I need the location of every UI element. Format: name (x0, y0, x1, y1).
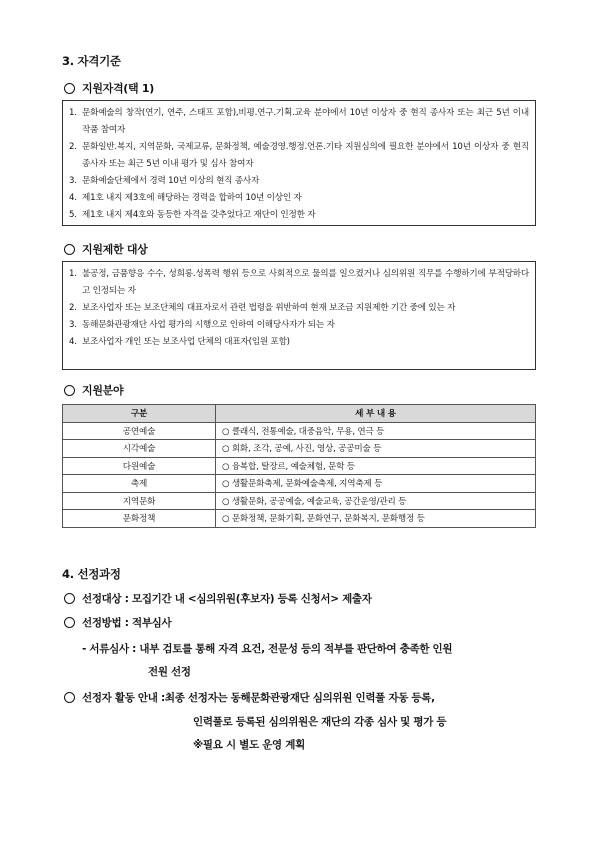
category-cell: 지역문화 (63, 492, 216, 510)
item-text: 불공정, 금품향응 수수, 성희롱.성폭력 행위 등으로 사회적으로 물의를 일으켰거나 심의위원 직무를 수행하기에 부적당하다고 인정되는 자 (82, 269, 529, 296)
table-row (63, 475, 536, 493)
category-cell: 공연예술 (63, 422, 216, 440)
selection-method-text: 선정방법 : 적부심사 (82, 617, 172, 629)
qualification-item (69, 190, 529, 207)
qualification-item (69, 173, 529, 190)
item-text: 보조사업자 또는 보조단체의 대표자로서 관련 법령을 위반하여 현재 보조금 지원제한 기간 중에 있는 자 (82, 303, 456, 313)
circle-bullet-icon (64, 83, 75, 94)
restriction-item (69, 317, 529, 334)
item-text: 제1호 내지 제4호와 동등한 자격을 갖추었다고 재단이 인정한 자 (82, 210, 316, 220)
table-row (63, 457, 536, 475)
restriction-heading-text: 지원제한 대상 (82, 243, 148, 256)
qualification-box (62, 100, 536, 226)
table-row (63, 422, 536, 440)
item-text: 제1호 내지 제3호에 해당하는 경력을 합하여 10년 이상인 자 (82, 193, 302, 203)
qualification-item (69, 139, 529, 173)
detail-cell: ○ 융복합, 탈장르, 예술체험, 문학 등 (216, 457, 536, 475)
item-number: 3. (69, 176, 77, 186)
item-text: 문화일반.복지, 지역문화, 국제교류, 문화정책, 예술경영.행정.언론.기타 지원심의에 필요한 분야에서 10년 이상자 중 현직 종사자 또는 최근 5년 이내 평가 및 심사 참여자 (82, 142, 529, 169)
item-number: 1. (69, 269, 77, 279)
activity-guide-note: ※필요 시 별도 운영 계획 (193, 739, 305, 751)
qualification-item (69, 105, 529, 139)
section-3-title: 3. 자격기준 (62, 54, 121, 68)
item-number: 4. (69, 193, 77, 203)
qualification-item (69, 207, 529, 224)
activity-guide (64, 690, 435, 705)
detail-cell: ○ 생활문화축제, 문화예술축제, 지역축제 등 (216, 475, 536, 493)
activity-guide-line1: 최종 선정자는 동해문화관광재단 심의위원 인력풀 자동 등록, (164, 692, 435, 704)
table-header-row (63, 405, 536, 423)
fields-table (62, 404, 536, 528)
item-number: 2. (69, 142, 77, 152)
qualification-heading-text: 지원자격(택 1) (82, 82, 154, 95)
category-cell: 시각예술 (63, 440, 216, 458)
restriction-item (69, 266, 529, 300)
detail-cell: ○ 생활문화, 공공예술, 예술교육, 공간운영/관리 등 (216, 492, 536, 510)
selection-target (64, 591, 372, 606)
activity-guide-line2: 인력풀로 등록된 심의위원은 재단의 각종 심사 및 평가 등 (193, 716, 447, 728)
selection-target-text: 선정대상 : 모집기간 내 <심의위원(후보자) 등록 신청서> 제출자 (82, 593, 372, 605)
item-text: 보조사업자 개인 또는 보조사업 단체의 대표자(임원 포함) (82, 337, 290, 347)
circle-bullet-icon (64, 692, 75, 703)
restriction-box (62, 261, 536, 370)
selection-method (64, 615, 171, 630)
table-row (63, 440, 536, 458)
detail-cell: ○ 회화, 조각, 공예, 사진, 영상, 공공미술 등 (216, 440, 536, 458)
detail-cell: ○ 클래식, 전통예술, 대중음악, 무용, 연극 등 (216, 422, 536, 440)
activity-guide-label: 선정자 활동 안내 : (82, 692, 165, 704)
restriction-heading (64, 241, 148, 257)
item-number: 4. (69, 337, 77, 347)
item-text: 문화예술단체에서 경력 10년 이상의 현직 종사자 (82, 176, 260, 186)
fields-heading-text: 지원분야 (82, 384, 124, 397)
item-number: 1. (69, 108, 77, 118)
category-cell: 문화정책 (63, 510, 216, 528)
category-cell: 축제 (63, 475, 216, 493)
circle-bullet-icon (64, 617, 75, 628)
restriction-item (69, 300, 529, 317)
circle-bullet-icon (64, 593, 75, 604)
qualification-heading (64, 80, 154, 96)
item-number: 3. (69, 320, 77, 330)
item-text: 동해문화관광재단 사업 평가의 시행으로 인하여 이해당사자가 되는 자 (82, 320, 335, 330)
section-4-title: 4. 선정과정 (62, 567, 121, 581)
fields-heading (64, 382, 123, 398)
category-cell: 다원예술 (63, 457, 216, 475)
table-row (63, 510, 536, 528)
document-review-line1: - 서류심사 : 내부 검토를 통해 자격 요건, 전문성 등의 적부를 판단하여 충족한 인원 (82, 643, 453, 655)
column-header-detail: 세 부 내 용 (216, 405, 536, 423)
detail-cell: ○ 문화정책, 문화기획, 문화연구, 문화복지, 문화행정 등 (216, 510, 536, 528)
table-row (63, 492, 536, 510)
item-text: 문화예술의 창작(연기, 연주, 스태프 포함),비평.연구.기획.교육 분야에서 10년 이상자 중 현직 종사자 또는 최근 5년 이내 작품 참여자 (82, 108, 529, 135)
item-number: 2. (69, 303, 77, 313)
circle-bullet-icon (64, 385, 75, 396)
column-header-category: 구분 (63, 405, 216, 423)
circle-bullet-icon (64, 244, 75, 255)
document-review-line2: 전원 선정 (148, 666, 191, 678)
item-number: 5. (69, 210, 77, 220)
restriction-item (69, 334, 529, 351)
